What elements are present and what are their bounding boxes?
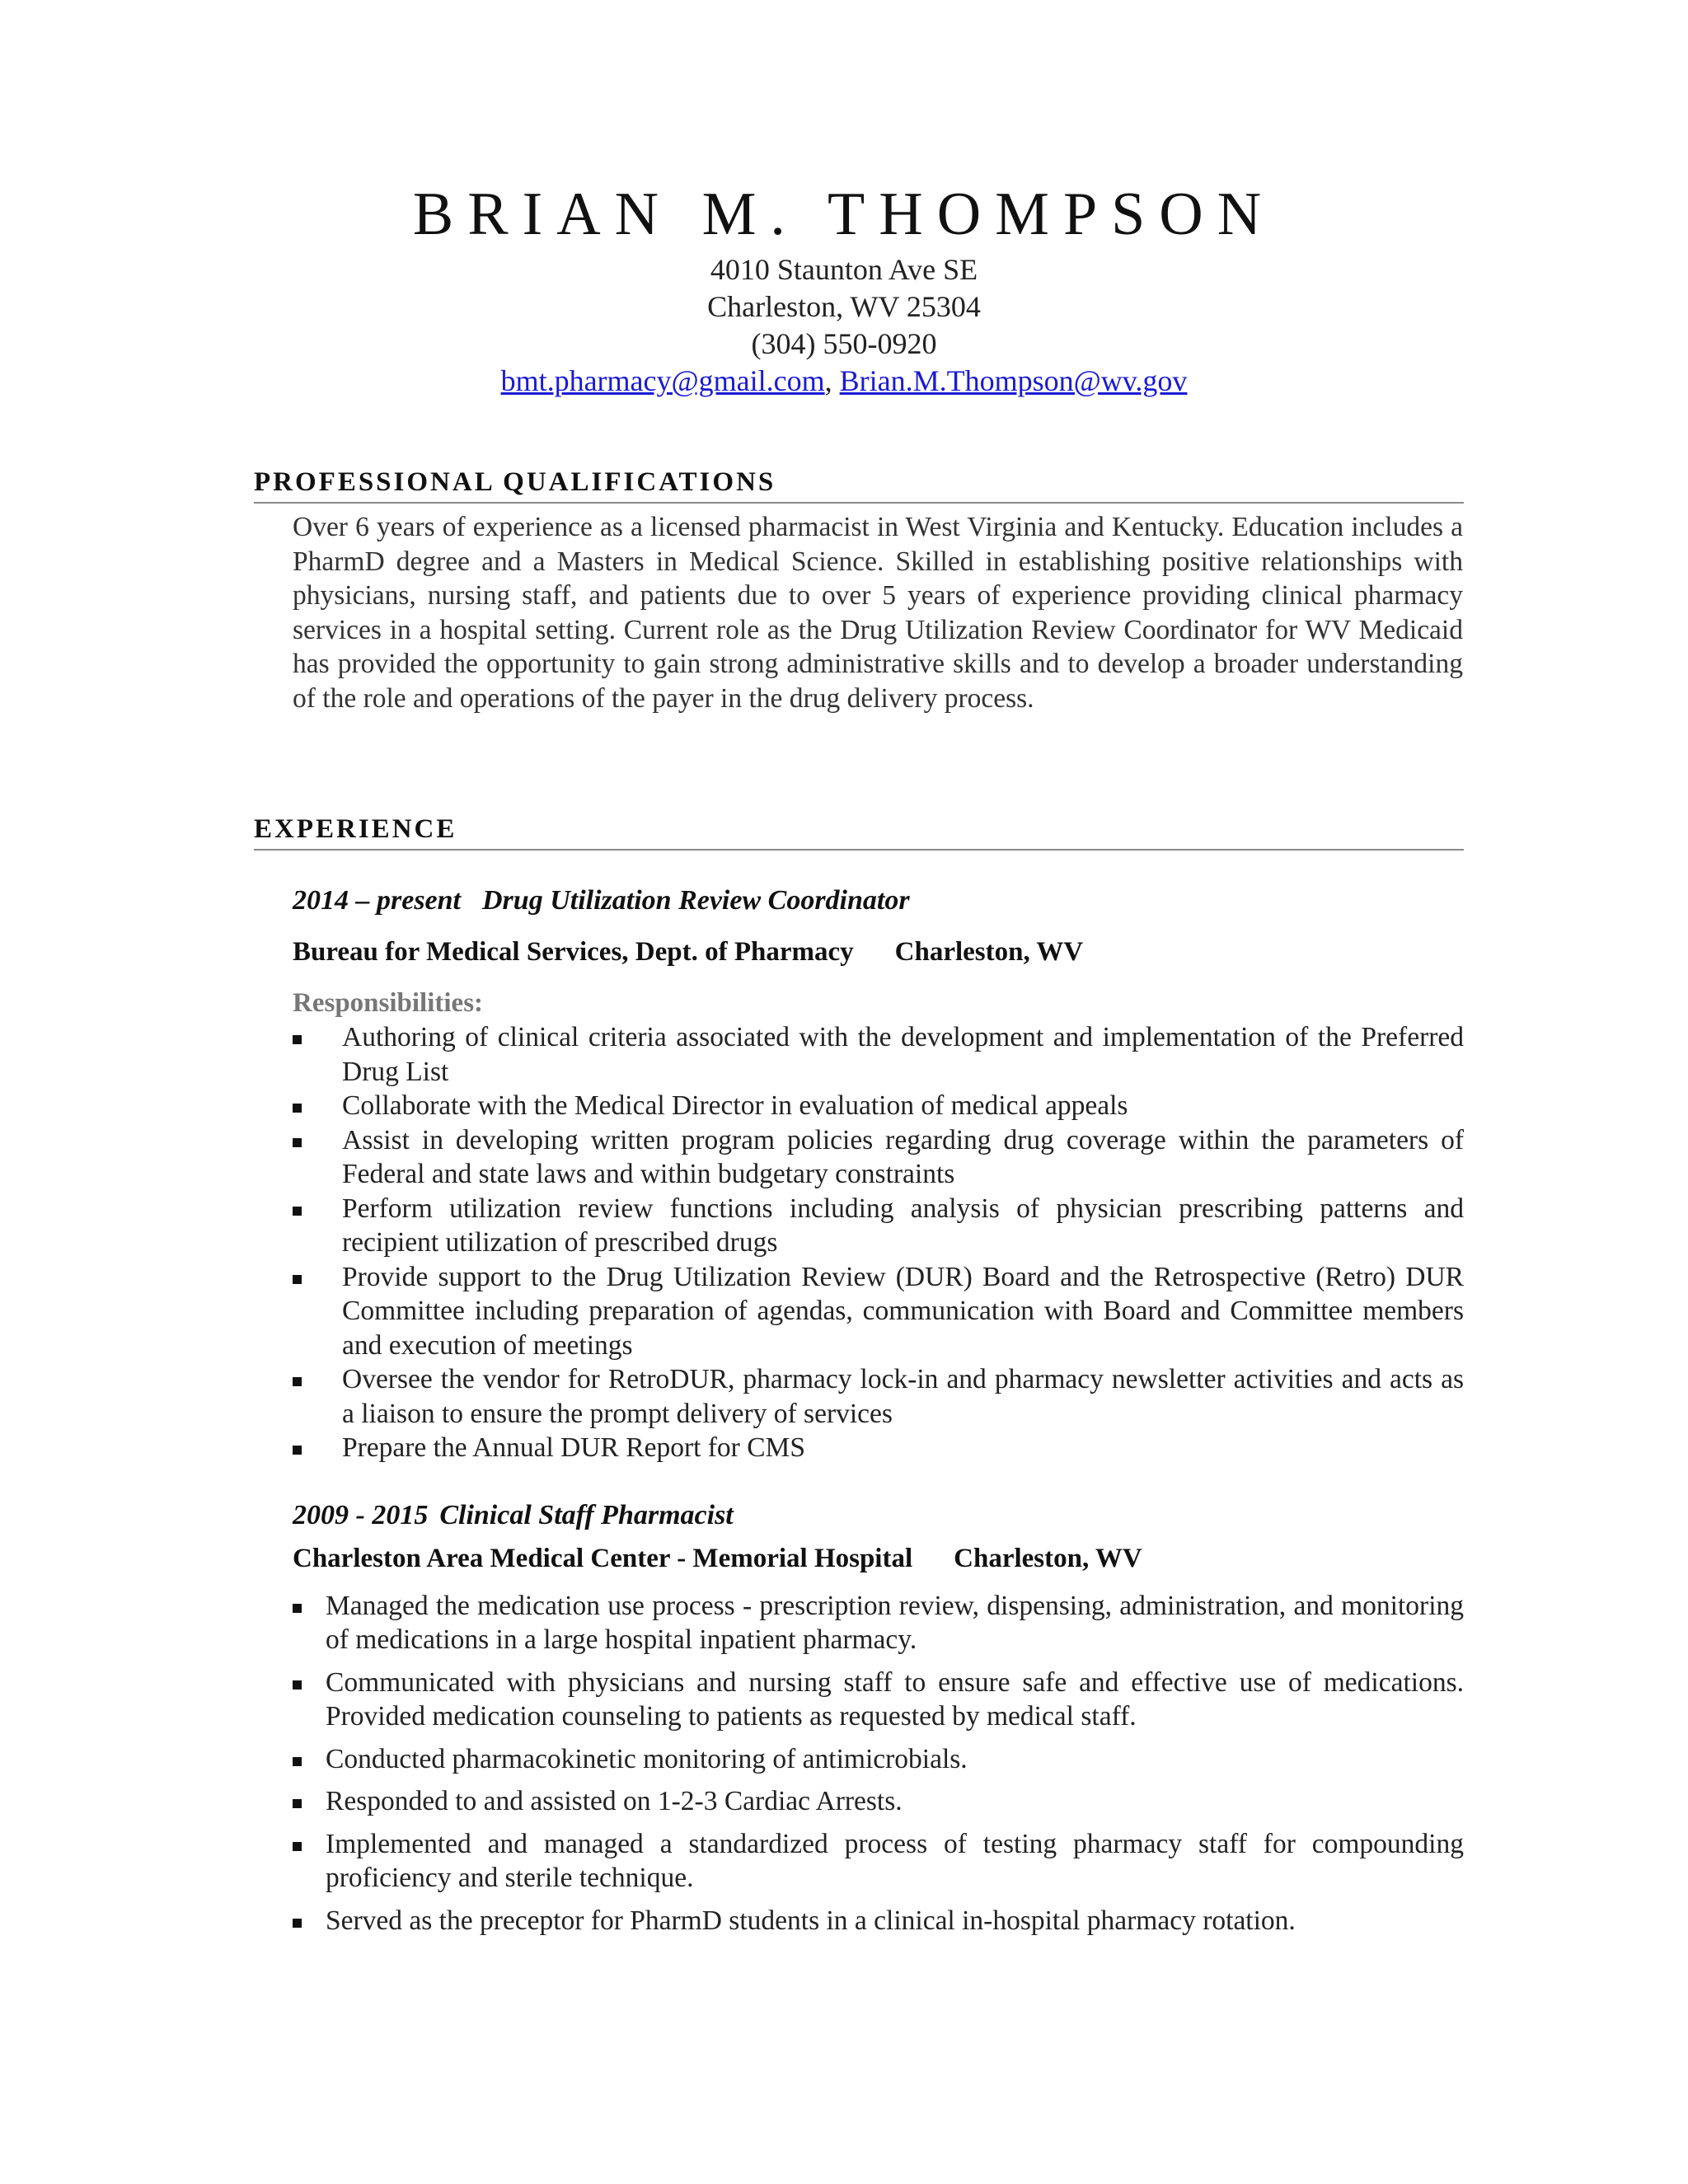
qualifications-summary: Over 6 years of experience as a licensed pharmacist in West Virginia and Kentucky. Education includes a PharmD degree and a Masters in Medical Science. Skilled in establishing positive relationships with physicians, nursing staff, and patients due to over 5 years of experience providing clinical pharmacy services in a hospital setting. Current role as the Drug Utilization Review Coordinator for WV Medicaid has provided the opportunity to gain strong administrative skills and to develop a broader understanding of the role and operations of the payer in the drug delivery process.	[293, 512, 1463, 714]
list-item: Oversee the vendor for RetroDUR, pharmacy lock-in and pharmacy newsletter activities and acts as a liaison to ensure the prompt delivery of services	[254, 1362, 1464, 1431]
bullet-square-icon	[293, 1377, 302, 1386]
resume-header	[0, 177, 1688, 400]
experience-section	[254, 813, 1464, 1946]
list-item: Conducted pharmacokinetic monitoring of antimicrobials.	[254, 1742, 1464, 1777]
email-link-personal[interactable]: bmt.pharmacy@gmail.com	[500, 364, 825, 397]
list-item: Implemented and managed a standardized process of testing pharmacy staff for compounding proficiency and sterile technique.	[254, 1827, 1464, 1896]
list-item: Assist in developing written program policies regarding drug coverage within the parameters of Federal and state laws and within budgetary constraints	[254, 1123, 1464, 1192]
list-item: Responded to and assisted on 1-2-3 Cardiac Arrests.	[254, 1784, 1464, 1819]
job-heading	[293, 1498, 1464, 1533]
employer-line	[293, 1541, 1464, 1576]
list-item: Prepare the Annual DUR Report for CMS	[254, 1431, 1464, 1465]
responsibilities-label: Responsibilities:	[293, 988, 484, 1018]
email-separator: ,	[824, 364, 832, 397]
section-title-qualifications: PROFESSIONAL QUALIFICATIONS	[254, 466, 1464, 504]
bullet-square-icon	[293, 1446, 302, 1455]
address-line-1: 4010 Staunton Ave SE	[710, 253, 978, 286]
bullet-square-icon	[293, 1275, 302, 1284]
job-entry	[254, 1498, 1464, 1938]
job-role: Clinical Staff Pharmacist	[439, 1499, 734, 1530]
employer-location: Charleston, WV	[954, 1543, 1142, 1573]
bullet-square-icon	[293, 1919, 302, 1928]
bullet-square-icon	[293, 1207, 302, 1216]
bullet-square-icon	[293, 1104, 302, 1113]
candidate-name: BRIAN M. THOMPSON	[412, 180, 1276, 248]
bullet-square-icon	[293, 1842, 302, 1851]
list-item: Served as the preceptor for PharmD students in a clinical in-hospital pharmacy rotation.	[254, 1904, 1464, 1938]
job-heading	[293, 883, 1464, 918]
list-item: Perform utilization review functions including analysis of physician prescribing patterns and recipient utilization of prescribed drugs	[254, 1192, 1464, 1260]
bullet-square-icon	[293, 1799, 302, 1808]
bullet-square-icon	[293, 1035, 302, 1044]
job-role: Drug Utilization Review Coordinator	[482, 885, 910, 916]
employer-name: Bureau for Medical Services, Dept. of Pharmacy	[293, 937, 854, 967]
job-dates: 2009 - 2015	[293, 1499, 429, 1530]
address-line-2: Charleston, WV 25304	[707, 290, 981, 323]
section-title-experience: EXPERIENCE	[254, 813, 1464, 851]
responsibilities-list	[254, 1589, 1464, 1938]
list-item: Provide support to the Drug Utilization Review (DUR) Board and the Retrospective (Retro) DUR Committee including preparation of agendas, communication with Board and Committee members and execution of meetings	[254, 1260, 1464, 1363]
list-item: Collaborate with the Medical Director in evaluation of medical appeals	[254, 1089, 1464, 1123]
bullet-square-icon	[293, 1604, 302, 1613]
qualifications-section	[254, 466, 1464, 715]
list-item: Communicated with physicians and nursing staff to ensure safe and effective use of medications. Provided medication counseling to patients as requested by medical staff.	[254, 1666, 1464, 1734]
employer-name: Charleston Area Medical Center - Memorial Hospital	[293, 1543, 913, 1573]
email-line	[0, 363, 1688, 400]
bullet-square-icon	[293, 1138, 302, 1147]
job-dates: 2014 – present	[293, 885, 461, 916]
list-item: Authoring of clinical criteria associated with the development and implementation of the Preferred Drug List	[254, 1020, 1464, 1089]
email-link-work[interactable]: Brian.M.Thompson@wv.gov	[839, 364, 1188, 397]
employer-line	[293, 935, 1464, 969]
employer-location: Charleston, WV	[894, 937, 1084, 967]
responsibilities-list	[254, 1020, 1464, 1465]
phone-number: (304) 550-0920	[751, 327, 937, 360]
list-item: Managed the medication use process - prescription review, dispensing, administration, and monitoring of medications in a large hospital inpatient pharmacy.	[254, 1589, 1464, 1657]
bullet-square-icon	[293, 1757, 302, 1766]
bullet-square-icon	[293, 1680, 302, 1690]
job-entry	[254, 883, 1464, 1465]
